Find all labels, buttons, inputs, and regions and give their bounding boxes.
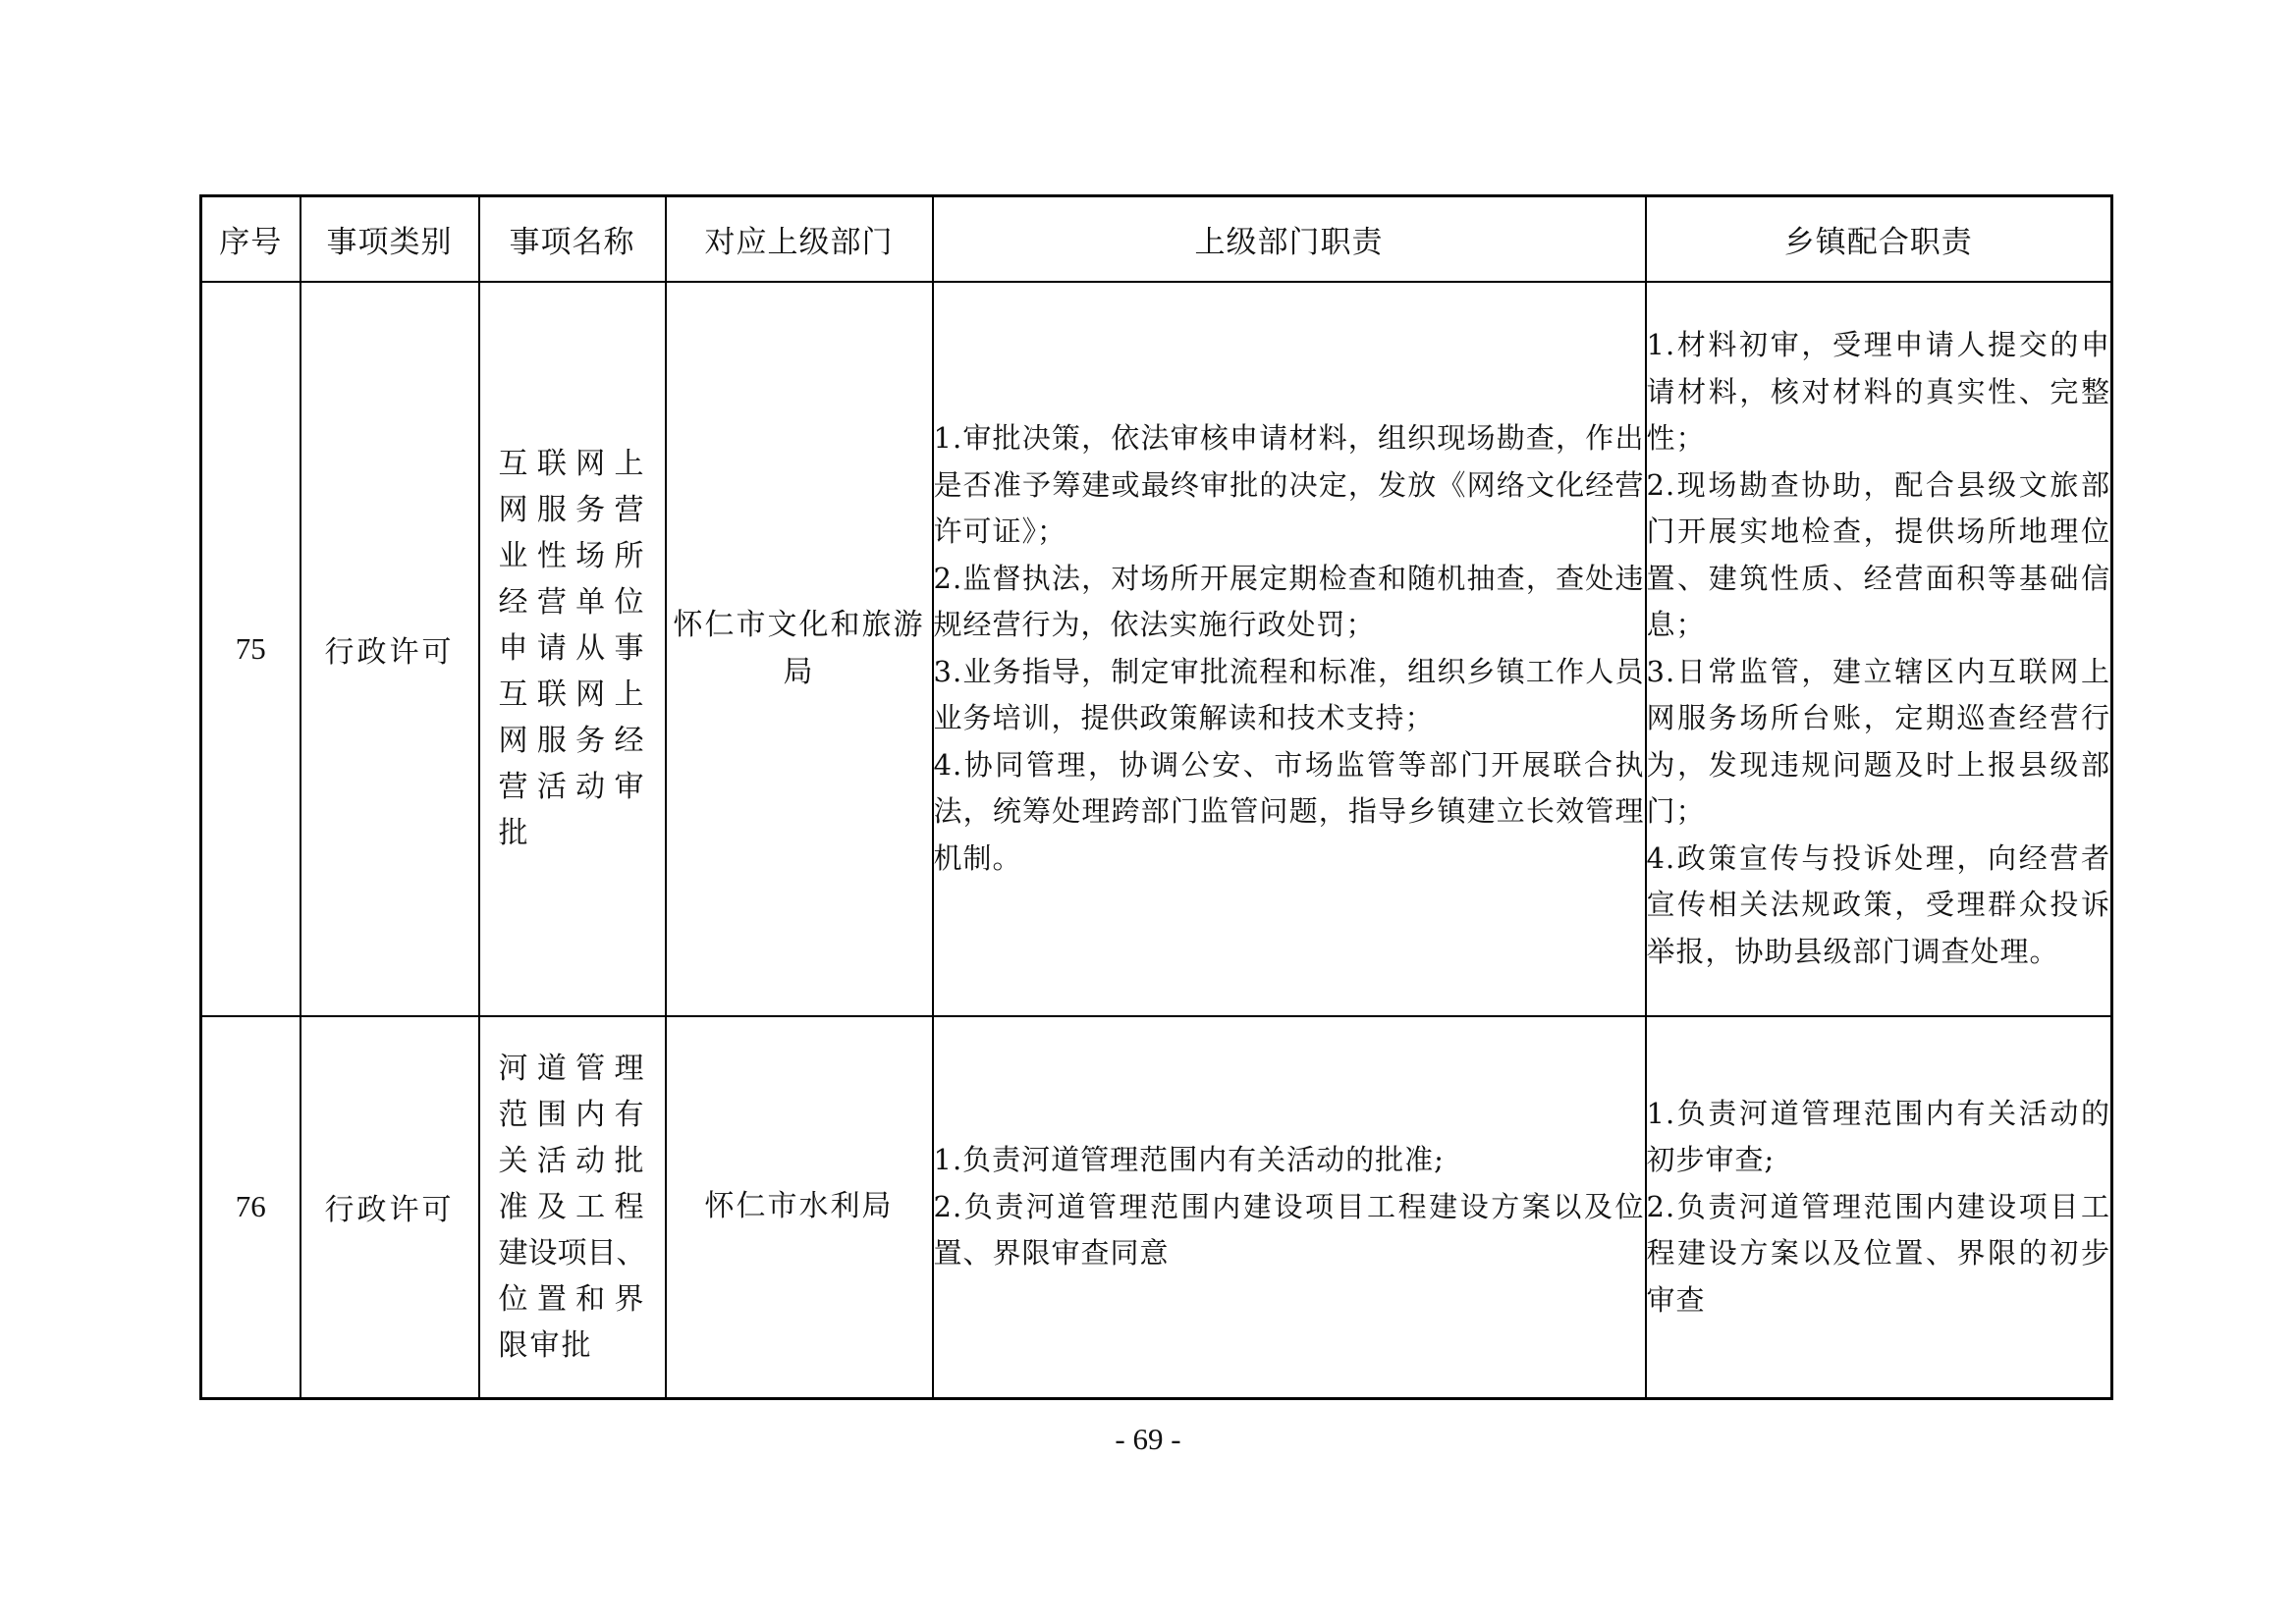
header-category: 事项类别 <box>301 196 479 282</box>
duty-table <box>199 194 2113 1400</box>
row-seq: 76 <box>201 1016 301 1399</box>
row-upper-duties <box>933 1016 1646 1399</box>
row-town-duties <box>1646 282 2112 1016</box>
table-header-row <box>201 196 2112 282</box>
table-row <box>201 282 2112 1016</box>
item-name-line: 批 <box>498 816 530 850</box>
item-name-line: 互联网上 <box>498 447 646 481</box>
header-upper-duties: 上级部门职责 <box>933 196 1646 282</box>
duty-item: 2.负责河道管理范围内建设项目工程建设方案以及位置、界限审查同意 <box>933 1189 1645 1270</box>
item-name-line: 关活动批 <box>498 1143 646 1178</box>
table-row <box>201 1016 2112 1399</box>
duty-item: 1.负责河道管理范围内有关活动的批准; <box>933 1143 1445 1176</box>
duty-item: 1.审批决策，依法审核申请材料，组织现场勘查，作出是否准予筹建或最终审批的决定，发放《网络文化经营许可证》； <box>933 421 1645 548</box>
item-name-line: 限审批 <box>498 1327 593 1363</box>
item-name-line: 范围内有 <box>498 1097 646 1132</box>
item-name-line: 网服务经 <box>498 724 646 758</box>
row-town-duties <box>1646 1016 2112 1399</box>
item-name-line: 位置和界 <box>498 1281 646 1317</box>
row-category: 行政许可 <box>301 1016 479 1399</box>
header-seq: 序号 <box>201 196 301 282</box>
row-upper-duties <box>933 282 1646 1016</box>
header-upper-dept: 对应上级部门 <box>666 196 933 282</box>
page-number: - 69 - <box>1115 1422 1181 1456</box>
duty-item: 1.材料初审，受理申请人提交的申请材料，核对材料的真实性、完整性； <box>1646 328 2110 455</box>
item-name-line: 河道管理 <box>498 1051 646 1086</box>
item-name-line: 申请从事 <box>498 631 646 666</box>
duty-item: 4.政策宣传与投诉处理，向经营者宣传相关法规政策，受理群众投诉举报，协助县级部门调查处理。 <box>1646 840 2110 968</box>
item-name-line: 营活动审 <box>498 770 646 804</box>
duty-item: 2.监督执法，对场所开展定期检查和随机抽查，查处违规经营行为，依法实施行政处罚； <box>933 561 1645 641</box>
header-item-name: 事项名称 <box>479 196 666 282</box>
row-item-name <box>479 282 666 1016</box>
row-category: 行政许可 <box>301 282 479 1016</box>
duty-item: 2.负责河道管理范围内建设项目工程建设方案以及位置、界限的初步审查 <box>1646 1189 2110 1317</box>
duty-item: 2.现场勘查协助，配合县级文旅部门开展实地检查，提供场所地理位置、建筑性质、经营面积等基础信息； <box>1646 467 2110 641</box>
duty-item: 3.日常监管，建立辖区内互联网上网服务场所台账，定期巡查经营行为，发现违规问题及时上报县级部门； <box>1646 654 2110 828</box>
header-town-duties: 乡镇配合职责 <box>1646 196 2112 282</box>
duty-item: 3.业务指导，制定审批流程和标准，组织乡镇工作人员业务培训，提供政策解读和技术支持； <box>933 654 1645 734</box>
duty-item: 1.负责河道管理范围内有关活动的初步审查; <box>1646 1096 2110 1176</box>
row-item-name <box>479 1016 666 1399</box>
item-name-line: 经营单位 <box>498 585 646 620</box>
item-name-line: 准及工程 <box>498 1189 646 1224</box>
item-name-line: 网服务营 <box>498 493 646 527</box>
row-upper-dept: 怀仁市文化和旅游局 <box>666 282 933 1016</box>
item-name-line: 互联网上 <box>498 677 646 712</box>
row-seq: 75 <box>201 282 301 1016</box>
item-name-line: 业性场所 <box>498 539 646 573</box>
item-name-line: 建设项目、 <box>498 1235 646 1271</box>
duty-item: 4.协同管理，协调公安、市场监管等部门开展联合执法，统筹处理跨部门监管问题，指导乡镇建立长效管理机制。 <box>933 747 1645 875</box>
row-upper-dept: 怀仁市水利局 <box>666 1016 933 1399</box>
